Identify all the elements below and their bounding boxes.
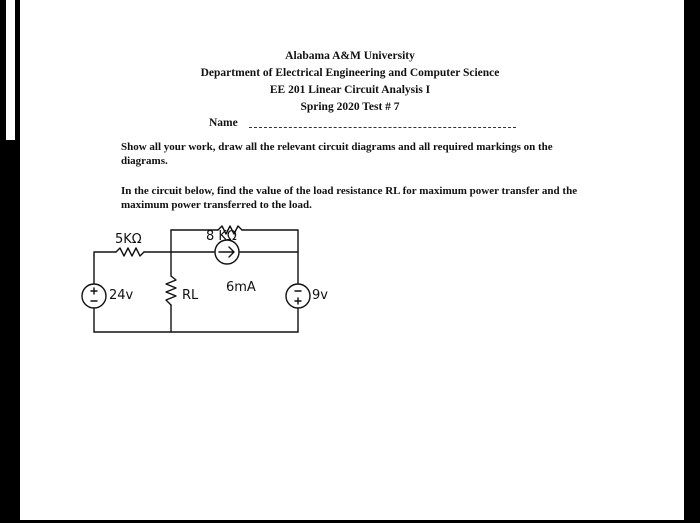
- name-label: Name: [209, 117, 238, 129]
- label-8k: 8 KΩ: [206, 229, 237, 244]
- resistor-rl: [166, 276, 176, 305]
- current-arrow-icon: [219, 247, 234, 257]
- wire-top-left: [94, 252, 116, 256]
- label-6ma: 6mA: [226, 280, 256, 295]
- resistor-5k: [116, 248, 144, 256]
- plus-icon-9v: [295, 298, 301, 304]
- test-title: Spring 2020 Test # 7: [300, 101, 400, 113]
- plus-icon-24v: [91, 288, 97, 294]
- wire-top-right-2: [242, 230, 298, 283]
- problem-text: In the circuit below, find the value of the load resistance RL for maximum power transfer and the maximum power transferred to the load.: [121, 185, 578, 211]
- instructions-text: Show all your work, draw all the relevant circuit diagrams and all required markings on the diagrams.: [121, 141, 553, 167]
- department-title: Department of Electrical Engineering and Computer Science: [200, 67, 500, 79]
- course-title: EE 201 Linear Circuit Analysis I: [269, 84, 431, 96]
- label-5k: 5KΩ: [115, 232, 142, 247]
- label-9v: 9v: [312, 288, 328, 303]
- label-rl: RL: [182, 288, 199, 303]
- label-24v: 24v: [109, 288, 134, 303]
- university-title: Alabama A&M University: [285, 50, 415, 62]
